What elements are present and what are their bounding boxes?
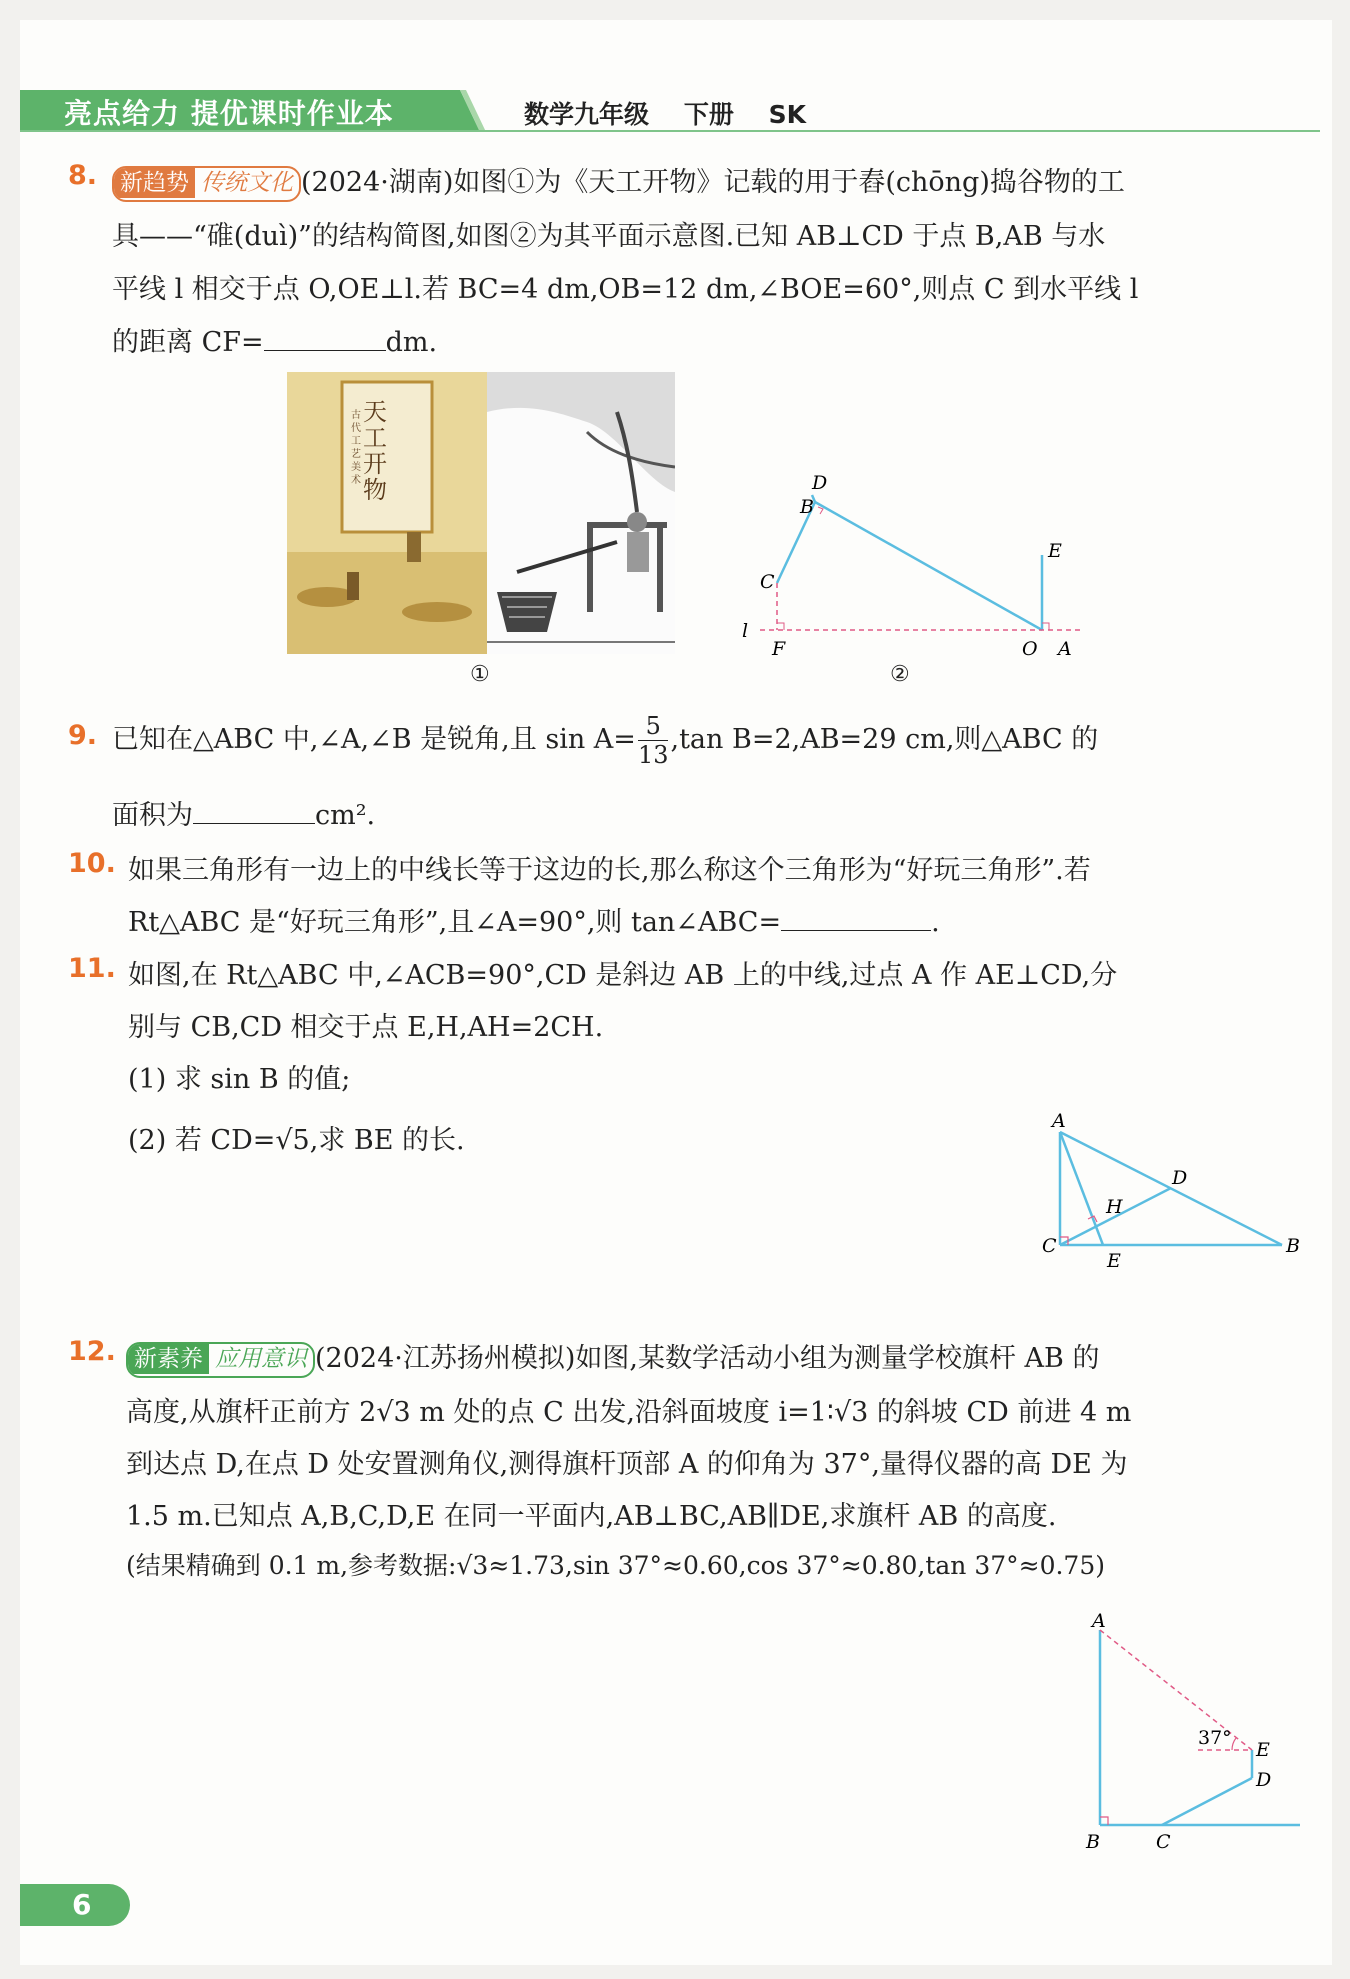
point-label-D: D (1172, 1167, 1188, 1189)
header-rule (20, 130, 1320, 132)
point-label-O: O (1022, 638, 1038, 660)
question-text-line: 具——“碓(duì)”的结构简图,如图②为其平面示意图.已知 AB⊥CD 于点 B,AB 与水 (112, 221, 1106, 252)
point-label-B: B (800, 496, 814, 518)
point-label-B: B (1286, 1235, 1300, 1257)
angle-label: 37° (1198, 1727, 1232, 1749)
sub-question-2: (2) 若 CD=√5,求 BE 的长. (128, 1125, 465, 1156)
question-text-line: 到达点 D,在点 D 处安置测角仪,测得旗杆顶部 A 的仰角为 37°,量得仪器的高 DE 为 (126, 1449, 1128, 1480)
question-number: 10. (68, 848, 116, 879)
header-subject: 数学九年级 下册 SK (524, 100, 807, 129)
tag-badge: 新趋势 传统文化 (112, 166, 301, 202)
question-number: 12. (68, 1336, 116, 1367)
question-text-line: 如果三角形有一边上的中线长等于这边的长,那么称这个三角形为“好玩三角形”.若 (128, 855, 1091, 886)
question-text-line: 平线 l 相交于点 O,OE⊥l.若 BC=4 dm,OB=12 dm,∠BOE=60°,则点 C 到水平线 l (112, 274, 1139, 305)
question-reference-data: (结果精确到 0.1 m,参考数据:√3≈1.73,sin 37°≈0.60,cos 37°≈0.80,tan 37°≈0.75) (126, 1551, 1105, 1580)
question-number: 8. (68, 160, 98, 191)
answer-blank (781, 900, 931, 931)
fraction: $\frac{5}{13}$ (637, 712, 669, 769)
point-label-F: F (772, 638, 786, 660)
point-label-A: A (1058, 638, 1072, 660)
answer-blank (264, 320, 386, 351)
sub-question-1: (1) 求 sin B 的值; (128, 1064, 351, 1095)
point-label-C: C (760, 571, 775, 593)
figure-q11-triangle (1030, 1110, 1310, 1270)
question-number: 9. (68, 720, 98, 751)
question-text-line: 面积为 cm². (112, 793, 375, 832)
figure-2-diagram (720, 465, 1100, 665)
book-subtitle: 古代工艺美术 (351, 410, 361, 486)
point-label-A: A (1052, 1110, 1066, 1132)
line-label-l: l (742, 620, 749, 642)
page-number: 6 (20, 1884, 130, 1926)
point-label-E: E (1256, 1739, 1270, 1761)
tag-badge: 新素养 应用意识 (126, 1342, 315, 1378)
book-title: 天工开物 (363, 398, 387, 504)
question-text-line: 新素养 应用意识 (2024·江苏扬州模拟)如图,某数学活动小组为测量学校旗杆 AB 的 (126, 1336, 1099, 1378)
question-text-line: 新趋势 传统文化 (2024·湖南)如图①为《天工开物》记载的用于舂(chōng)捣谷物的工 (112, 160, 1125, 202)
point-label-C: C (1042, 1235, 1057, 1257)
point-label-E: E (1107, 1250, 1121, 1270)
question-text-line: Rt△ABC 是“好玩三角形”,且∠A=90°,则 tan∠ABC= . (128, 900, 940, 939)
figure-1-label: ① (470, 662, 490, 687)
question-text-line: 的距离 CF= dm. (112, 320, 437, 359)
question-text-line: 如图,在 Rt△ABC 中,∠ACB=90°,CD 是斜边 AB 上的中线,过点 A 作 AE⊥CD,分 (128, 960, 1118, 991)
point-label-A: A (1092, 1610, 1106, 1632)
question-text-line: 高度,从旗杆正前方 2√3 m 处的点 C 出发,沿斜面坡度 i=1∶√3 的斜坡 CD 前进 4 m (126, 1397, 1132, 1428)
point-label-D: D (812, 472, 828, 494)
point-label-B: B (1086, 1831, 1100, 1853)
figure-q12-flagpole (1070, 1610, 1310, 1860)
figure-1-illustration (287, 372, 675, 654)
question-number: 11. (68, 953, 116, 984)
point-label-E: E (1048, 540, 1062, 562)
question-text-line: 1.5 m.已知点 A,B,C,D,E 在同一平面内,AB⊥BC,AB∥DE,求旗杆 AB 的高度. (126, 1501, 1057, 1532)
figure-2-label: ② (890, 662, 910, 687)
point-label-H: H (1106, 1196, 1123, 1218)
header-title: 亮点给力 提优课时作业本 (64, 97, 394, 130)
question-text-line: 已知在△ABC 中,∠A,∠B 是锐角,且 sin A= $\frac{5}{13}$ ,tan B=2,AB=29 cm,则△ABC 的 (112, 712, 1099, 769)
point-label-D: D (1256, 1769, 1272, 1791)
page-header (20, 90, 1320, 132)
question-text-line: 别与 CB,CD 相交于点 E,H,AH=2CH. (128, 1012, 604, 1043)
answer-blank (193, 793, 315, 824)
point-label-C: C (1156, 1831, 1171, 1853)
